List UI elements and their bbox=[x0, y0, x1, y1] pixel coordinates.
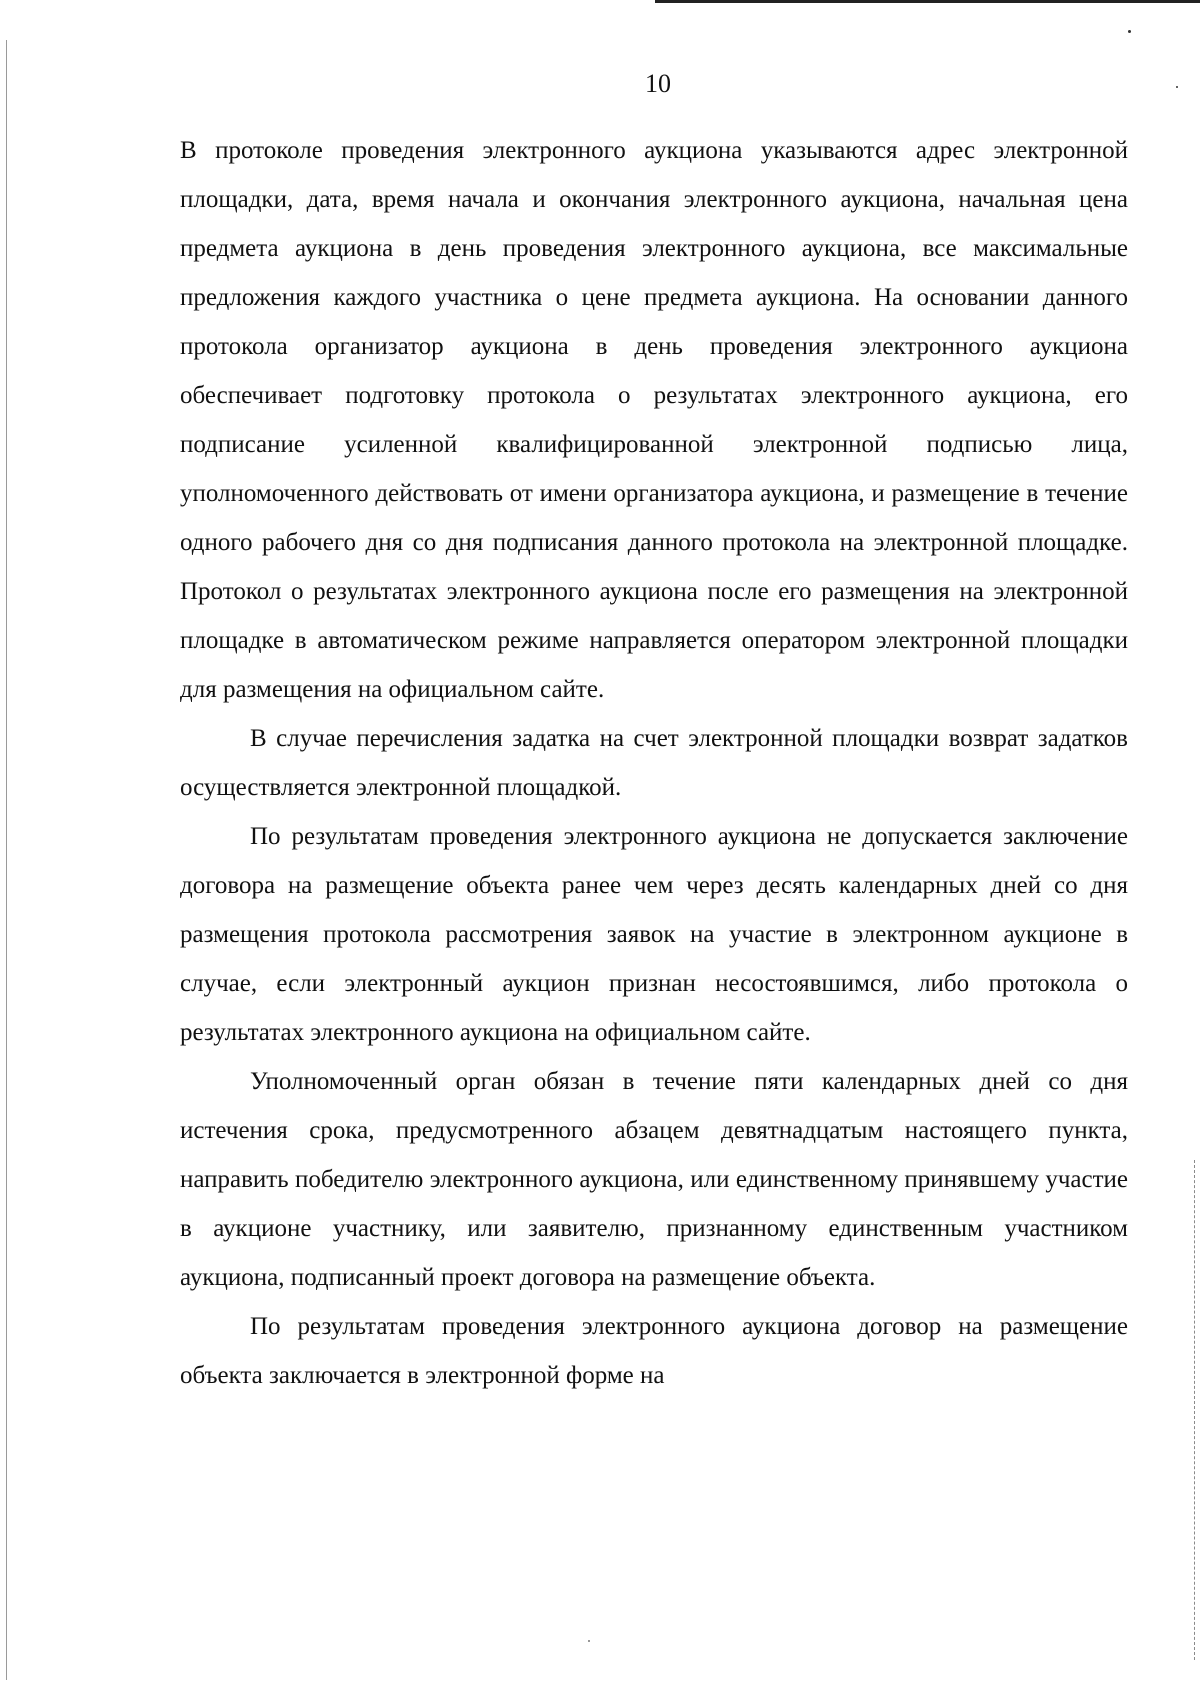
paragraph: В случае перечисления задатка на счет электронной площадки возврат задатков осуществляется электронной площадкой. bbox=[180, 725, 1128, 801]
page-number: 10 bbox=[645, 69, 671, 98]
paragraph: Уполномоченный орган обязан в течение пяти календарных дней со дня истечения срока, предусмотренного абзацем девятнадцатым настоящего пункта, направить победителю электронного аукциона, или единственному принявшему участие в аукционе участнику, или заявителю, признанному единственным участником аукциона, подписанный проект договора на размещение объекта. bbox=[180, 1068, 1128, 1291]
paragraph: По результатам проведения электронного аукциона не допускается заключение договора на размещение объекта ранее чем через десять календарных дней со дня размещения протокола рассмотрения заявок на участие в электронном аукционе в случае, если электронный аукцион признан несостоявшимся, либо протокола о результатах электронного аукциона на официальном сайте. bbox=[180, 823, 1128, 1046]
scan-top-border bbox=[655, 0, 1200, 3]
scan-right-edge bbox=[1194, 1160, 1196, 1660]
scan-left-edge bbox=[6, 40, 7, 1680]
paragraph: По результатам проведения электронного аукциона договор на размещение объекта заключается в электронной форме на bbox=[180, 1313, 1128, 1389]
scan-speck bbox=[1128, 30, 1131, 33]
paragraph: В протоколе проведения электронного аукциона указываются адрес электронной площадки, дата, время начала и окончания электронного аукциона, начальная цена предмета аукциона в день проведения электронного аукциона, все максимальные предложения каждого участника о цене предмета аукциона. На основании данного протокола организатор аукциона в день проведения электронного аукциона обеспечивает подготовку протокола о результатах электронного аукциона, его подписание усиленной квалифицированной электронной подписью лица, уполномоченного действовать от имени организатора аукциона, и размещение в течение одного рабочего дня со дня подписания данного протокола на электронной площадке. Протокол о результатах электронного аукциона после его размещения на электронной площадке в автоматическом режиме направляется оператором электронной площадки для размещения на официальном сайте. bbox=[180, 137, 1128, 703]
document-body bbox=[180, 126, 1128, 1400]
scan-speck bbox=[588, 1640, 590, 1642]
